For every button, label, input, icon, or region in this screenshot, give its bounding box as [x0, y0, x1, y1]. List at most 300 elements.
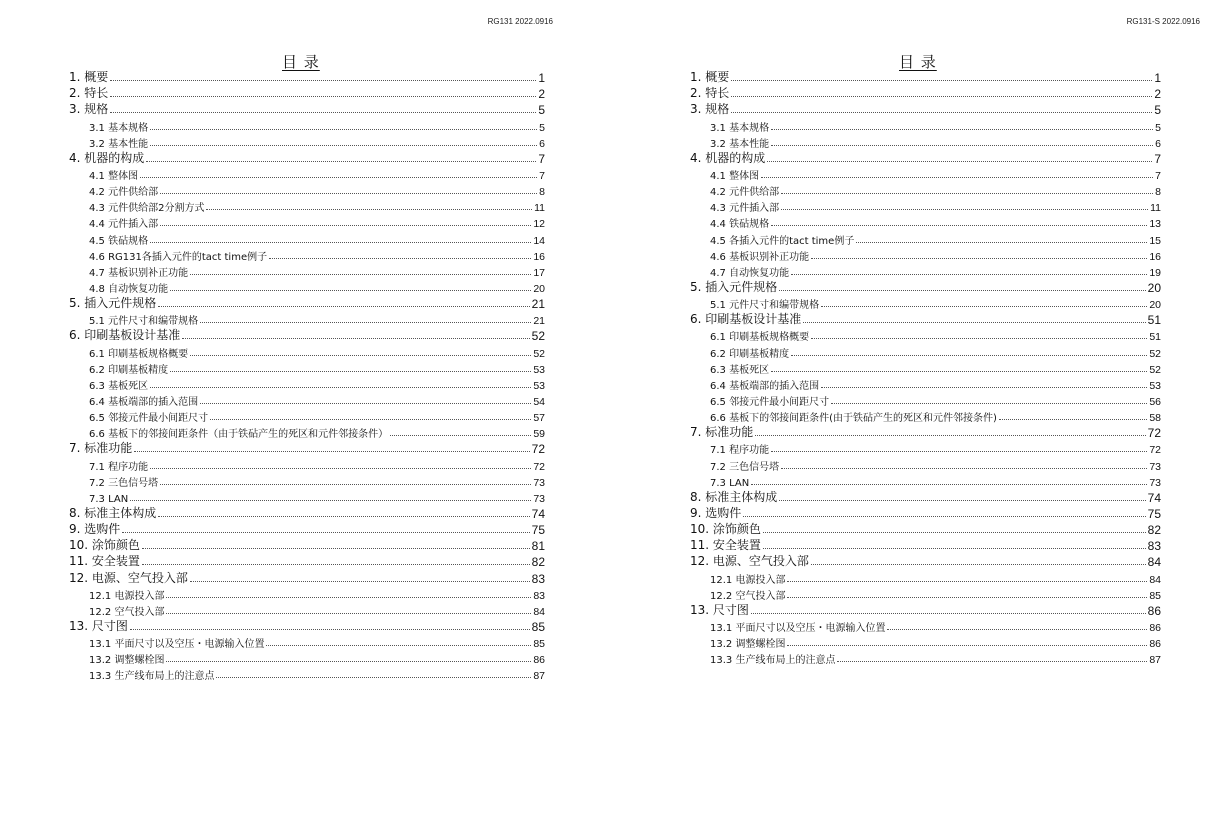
- toc-entry[interactable]: [69, 343, 545, 359]
- toc-leader-dots: [166, 661, 531, 662]
- toc-leader-dots: [170, 371, 531, 372]
- toc-entry-label: 4.1 整体图: [89, 170, 139, 182]
- toc-entry[interactable]: [69, 230, 545, 246]
- toc-leader-dots: [150, 129, 537, 130]
- toc-entry[interactable]: [690, 85, 1161, 101]
- toc-leader-dots: [110, 80, 536, 81]
- toc-entry-page: 5: [1154, 103, 1161, 118]
- toc-entry[interactable]: [69, 392, 545, 408]
- toc-leader-dots: [887, 629, 1147, 630]
- toc-entry[interactable]: [690, 650, 1161, 666]
- toc-leader-dots: [821, 387, 1147, 388]
- toc-entry[interactable]: [690, 473, 1161, 489]
- toc-entry[interactable]: [690, 360, 1161, 376]
- toc-leader-dots: [771, 371, 1147, 372]
- toc-entry-page: 74: [1147, 490, 1161, 505]
- toc-leader-dots: [166, 597, 531, 598]
- toc-entry-page: 72: [531, 442, 545, 457]
- toc-entry-page: 20: [1147, 280, 1161, 295]
- toc-entry[interactable]: [69, 150, 545, 166]
- toc-leader-dots: [856, 242, 1147, 243]
- toc-entry[interactable]: [690, 117, 1161, 133]
- toc-entry[interactable]: [690, 247, 1161, 263]
- toc-entry-page: 83: [531, 571, 545, 586]
- toc-leader-dots: [160, 193, 537, 194]
- toc-entry-page: 7: [1155, 169, 1161, 182]
- toc-leader-dots: [390, 435, 531, 436]
- toc-leader-dots: [755, 435, 1145, 436]
- toc-entry-page: 1: [1154, 71, 1161, 86]
- toc-entry[interactable]: [69, 166, 545, 182]
- toc-entry[interactable]: [690, 618, 1161, 634]
- toc-entry-page: 51: [1147, 313, 1161, 328]
- toc-entry[interactable]: [690, 537, 1161, 553]
- toc-leader-dots: [811, 564, 1146, 565]
- toc-leader-dots: [210, 419, 531, 420]
- toc-entry-label: 5.1 元件尺寸和编带规格: [89, 316, 199, 328]
- toc-entry-label: 2. 特长: [69, 86, 109, 101]
- toc-entry-page: 7: [538, 151, 545, 166]
- toc-leader-dots: [158, 516, 529, 517]
- toc-entry-page: 81: [531, 539, 545, 554]
- toc-entry[interactable]: [690, 198, 1161, 214]
- toc-entry[interactable]: [690, 69, 1161, 85]
- toc-entry-label: 7.1 程序功能: [710, 445, 770, 457]
- toc-entry-page: 72: [1147, 426, 1161, 441]
- toc-entry-label: 4.4 元件插入部: [89, 219, 159, 231]
- toc-leader-dots: [763, 548, 1146, 549]
- toc-entry-label: 13. 尺寸图: [69, 618, 128, 633]
- toc-entry[interactable]: [690, 343, 1161, 359]
- toc-entry[interactable]: [690, 521, 1161, 537]
- toc-entry-page: 8: [539, 186, 545, 199]
- toc-entry-label: 13.3 生产线布局上的注意点: [89, 671, 215, 683]
- toc-leader-dots: [206, 209, 532, 210]
- toc-entry[interactable]: [69, 182, 545, 198]
- toc-entry-label: 1. 概要: [690, 70, 730, 85]
- toc-entry-page: 53: [533, 379, 545, 392]
- toc-entry-page: 84: [1147, 555, 1161, 570]
- toc-entry-label: 13.2 调整螺栓图: [89, 655, 165, 667]
- toc-entry[interactable]: [690, 263, 1161, 279]
- toc-entry-page: 72: [533, 460, 545, 473]
- toc-leader-dots: [763, 532, 1146, 533]
- toc-entry[interactable]: [69, 408, 545, 424]
- toc-entry-label: 4.8 自动恢复功能: [89, 283, 169, 295]
- toc-entry-page: 73: [1149, 460, 1161, 473]
- toc-entry-page: 82: [1147, 523, 1161, 538]
- toc-entry-label: 10. 涂饰颜色: [690, 522, 761, 537]
- toc-entry[interactable]: [690, 295, 1161, 311]
- toc-entry-label: 10. 涂饰颜色: [69, 538, 140, 553]
- toc-entry-page: 20: [1149, 299, 1161, 312]
- toc-entry-page: 84: [533, 605, 545, 618]
- toc-entry[interactable]: [69, 214, 545, 230]
- toc-leader-dots: [190, 274, 531, 275]
- toc-leader-dots: [779, 290, 1145, 291]
- toc-leader-dots: [771, 129, 1153, 130]
- toc-entry[interactable]: [69, 586, 545, 602]
- toc-entry-page: 87: [1149, 654, 1161, 667]
- toc-entry-label: 6.3 基板死区: [710, 364, 770, 376]
- toc-entry-label: 11. 安全装置: [69, 554, 140, 569]
- toc-entry-label: 3. 规格: [69, 102, 109, 117]
- toc-entry[interactable]: [690, 602, 1161, 618]
- toc-entry-label: 8. 标准主体构成: [69, 505, 157, 520]
- toc-entry-page: 85: [531, 619, 545, 634]
- toc-entry-label: 7.2 三色信号塔: [89, 477, 159, 489]
- toc-entry-label: 3.1 基本规格: [89, 122, 149, 134]
- toc-leader-dots: [811, 338, 1147, 339]
- toc-entry-label: 6.4 基板端部的插入范围: [710, 380, 820, 392]
- toc-entry-page: 52: [1149, 347, 1161, 360]
- toc-entry-label: 5.1 元件尺寸和编带规格: [710, 300, 820, 312]
- toc-entry-label: 13.1 平面尺寸以及空压・电源输入位置: [89, 639, 265, 651]
- toc-entry-page: 82: [531, 555, 545, 570]
- toc-leader-dots: [190, 581, 530, 582]
- toc-entry-page: 52: [1149, 363, 1161, 376]
- toc-entry[interactable]: [690, 101, 1161, 117]
- toc-entry[interactable]: [690, 424, 1161, 440]
- toc-entry-label: 3.1 基本规格: [710, 122, 770, 134]
- toc-entry-page: 54: [533, 395, 545, 408]
- toc-entry-label: 7.3 LAN: [710, 477, 750, 489]
- toc-entry-label: 4.6 RG131各插入元件的tact time例子: [89, 251, 268, 263]
- toc-leader-dots: [803, 322, 1145, 323]
- toc-entry-label: 4.2 元件供给部: [89, 187, 159, 199]
- toc-entry-label: 12.2 空气投入部: [710, 590, 786, 602]
- toc-leader-dots: [837, 661, 1147, 662]
- toc-leader-dots: [751, 484, 1147, 485]
- toc-entry-label: 7.1 程序功能: [89, 461, 149, 473]
- toc-entry[interactable]: [69, 569, 545, 585]
- toc-entry[interactable]: [690, 150, 1161, 166]
- toc-entry[interactable]: [69, 618, 545, 634]
- toc-entry[interactable]: [690, 586, 1161, 602]
- toc-entry-label: 12. 电源、空气投入部: [690, 554, 809, 569]
- toc-leader-dots: [781, 193, 1153, 194]
- toc-entry-page: 7: [1154, 151, 1161, 166]
- toc-entry[interactable]: [690, 440, 1161, 456]
- toc-leader-dots: [110, 112, 536, 113]
- toc-entry-label: 4. 机器的构成: [690, 150, 766, 165]
- toc-entry-label: 4.1 整体图: [710, 170, 760, 182]
- toc-leader-dots: [266, 645, 531, 646]
- toc-entry-label: 13. 尺寸图: [690, 602, 749, 617]
- toc-entry-label: 4.7 自动恢复功能: [710, 267, 790, 279]
- toc-entry-label: 4. 机器的构成: [69, 150, 145, 165]
- toc-leader-dots: [150, 387, 531, 388]
- toc-leader-dots: [269, 258, 531, 259]
- toc-entry-page: 14: [533, 234, 545, 247]
- toc-entry[interactable]: [69, 537, 545, 553]
- toc-leader-dots: [160, 225, 531, 226]
- toc-entry[interactable]: [69, 247, 545, 263]
- toc-entry-page: 86: [1147, 603, 1161, 618]
- toc-entry-page: 21: [531, 297, 545, 312]
- toc-leader-dots: [731, 112, 1152, 113]
- toc-entry-label: 6. 印刷基板设计基准: [690, 312, 802, 327]
- toc-entry-page: 16: [533, 250, 545, 263]
- toc-leader-dots: [150, 468, 531, 469]
- toc-entry-page: 84: [1149, 573, 1161, 586]
- toc-leader-dots: [791, 274, 1147, 275]
- toc-entry-page: 59: [533, 428, 545, 441]
- toc-entry-label: 4.6 基板识别补正功能: [710, 251, 810, 263]
- toc-entry[interactable]: [69, 650, 545, 666]
- toc-leader-dots: [140, 177, 537, 178]
- toc-entry-page: 73: [533, 476, 545, 489]
- toc-entry-page: 7: [539, 169, 545, 182]
- toc-entry-label: 4.3 元件供给部2分割方式: [89, 203, 205, 215]
- toc-leader-dots: [743, 516, 1145, 517]
- toc-entry-page: 74: [531, 506, 545, 521]
- toc-entry-label: 7.3 LAN: [89, 493, 129, 505]
- toc-entry-page: 2: [538, 87, 545, 102]
- toc-entry-page: 2: [1154, 87, 1161, 102]
- toc-entry[interactable]: [69, 602, 545, 618]
- toc-entry-page: 13: [1149, 218, 1161, 231]
- toc-leader-dots: [999, 419, 1147, 420]
- toc-entry-page: 21: [533, 315, 545, 328]
- toc-entry-page: 8: [1155, 186, 1161, 199]
- toc-entry-page: 12: [533, 218, 545, 231]
- toc-entry[interactable]: [690, 456, 1161, 472]
- toc-entry[interactable]: [690, 182, 1161, 198]
- toc-entry-label: 8. 标准主体构成: [690, 489, 778, 504]
- toc-entry-label: 6.6 基板下的邻接间距条件（由于铁砧产生的死区和元件邻接条件）: [89, 429, 389, 441]
- toc-entry-label: 6.6 基板下的邻接间距条件(由于铁砧产生的死区和元件邻接条件): [710, 413, 997, 425]
- toc-entry[interactable]: [690, 230, 1161, 246]
- toc-entry-label: 4.3 元件插入部: [710, 203, 780, 215]
- toc-entry-label: 6. 印刷基板设计基准: [69, 328, 181, 343]
- toc-entry[interactable]: [690, 408, 1161, 424]
- toc-leader-dots: [200, 403, 531, 404]
- toc-entry[interactable]: [690, 376, 1161, 392]
- toc-entry-label: 9. 选购件: [69, 522, 121, 537]
- page-header: RG131-S 2022.0916: [1126, 17, 1200, 26]
- toc-entry-page: 85: [533, 638, 545, 651]
- toc-entry-page: 53: [533, 363, 545, 376]
- toc-entry-label: 13.3 生产线布局上的注意点: [710, 655, 836, 667]
- toc-entry-label: 6.5 邻接元件最小间距尺寸: [89, 413, 209, 425]
- toc-entry[interactable]: [690, 553, 1161, 569]
- toc-entry-page: 85: [1149, 589, 1161, 602]
- toc-entry-page: 16: [1149, 250, 1161, 263]
- toc-leader-dots: [142, 548, 530, 549]
- toc-entry-page: 86: [533, 654, 545, 667]
- toc-entry-page: 56: [1149, 395, 1161, 408]
- toc-leader-dots: [130, 629, 530, 630]
- toc-entry[interactable]: [69, 521, 545, 537]
- toc-entry-label: 5. 插入元件规格: [690, 279, 778, 294]
- toc-entry[interactable]: [690, 166, 1161, 182]
- toc-entry[interactable]: [690, 327, 1161, 343]
- toc-entry-label: 4.5 铁砧规格: [89, 235, 149, 247]
- toc-entry-page: 52: [533, 347, 545, 360]
- toc-leader-dots: [767, 161, 1152, 162]
- toc-leader-dots: [146, 161, 536, 162]
- toc-entry-label: 6.4 基板端部的插入范围: [89, 396, 199, 408]
- toc-leader-dots: [166, 613, 531, 614]
- toc-entry[interactable]: [69, 376, 545, 392]
- toc-entry[interactable]: [69, 311, 545, 327]
- toc-entry[interactable]: [69, 85, 545, 101]
- toc-entry-label: 4.4 铁砧规格: [710, 219, 770, 231]
- table-of-contents: [69, 69, 545, 682]
- toc-leader-dots: [821, 306, 1147, 307]
- page-header: RG131 2022.0916: [487, 17, 553, 26]
- toc-entry[interactable]: [690, 392, 1161, 408]
- toc-leader-dots: [751, 613, 1146, 614]
- toc-entry-label: 13.1 平面尺寸以及空压・电源输入位置: [710, 622, 886, 634]
- toc-title: 目 录: [899, 53, 937, 71]
- toc-leader-dots: [134, 451, 529, 452]
- toc-entry-label: 6.3 基板死区: [89, 380, 149, 392]
- toc-entry-page: 17: [533, 266, 545, 279]
- toc-entry-page: 58: [1149, 412, 1161, 425]
- toc-entry-page: 20: [533, 282, 545, 295]
- toc-leader-dots: [771, 145, 1153, 146]
- toc-leader-dots: [787, 597, 1147, 598]
- toc-leader-dots: [182, 338, 529, 339]
- toc-leader-dots: [160, 484, 531, 485]
- toc-leader-dots: [811, 258, 1147, 259]
- toc-leader-dots: [771, 225, 1147, 226]
- toc-entry-page: 5: [1155, 121, 1161, 134]
- toc-entry[interactable]: [69, 424, 545, 440]
- toc-leader-dots: [787, 581, 1147, 582]
- toc-entry-label: 6.1 印刷基板规格概要: [89, 348, 189, 360]
- toc-entry-page: 5: [538, 103, 545, 118]
- toc-entry-page: 6: [539, 137, 545, 150]
- table-of-contents: [690, 69, 1161, 666]
- toc-entry-label: 12.2 空气投入部: [89, 606, 165, 618]
- toc-leader-dots: [771, 451, 1147, 452]
- toc-entry-label: 4.5 各插入元件的tact time例子: [710, 235, 855, 247]
- toc-entry[interactable]: [69, 295, 545, 311]
- toc-entry-label: 6.2 印刷基板精度: [89, 364, 169, 376]
- toc-entry-page: 11: [534, 202, 545, 215]
- toc-leader-dots: [216, 677, 531, 678]
- toc-entry-label: 7. 标准功能: [69, 441, 133, 456]
- toc-entry-label: 12.1 电源投入部: [89, 590, 165, 602]
- toc-entry[interactable]: [69, 117, 545, 133]
- toc-leader-dots: [791, 355, 1147, 356]
- toc-entry-label: 2. 特长: [690, 86, 730, 101]
- toc-entry-label: 1. 概要: [69, 70, 109, 85]
- toc-entry-label: 6.2 印刷基板精度: [710, 348, 790, 360]
- toc-entry[interactable]: [690, 279, 1161, 295]
- toc-entry[interactable]: [69, 456, 545, 472]
- toc-entry-label: 7. 标准功能: [690, 425, 754, 440]
- toc-entry-label: 3.2 基本性能: [710, 138, 770, 150]
- toc-entry[interactable]: [690, 214, 1161, 230]
- toc-entry-page: 53: [1149, 379, 1161, 392]
- toc-entry-page: 73: [533, 492, 545, 505]
- toc-leader-dots: [110, 96, 536, 97]
- toc-entry[interactable]: [690, 489, 1161, 505]
- toc-leader-dots: [190, 355, 531, 356]
- toc-leader-dots: [200, 322, 531, 323]
- toc-entry[interactable]: [69, 69, 545, 85]
- toc-entry-page: 75: [1147, 506, 1161, 521]
- toc-entry-label: 4.7 基板识别补正功能: [89, 267, 189, 279]
- toc-entry-label: 13.2 调整螺栓图: [710, 639, 786, 651]
- toc-entry[interactable]: [690, 134, 1161, 150]
- toc-entry-page: 73: [1149, 476, 1161, 489]
- toc-entry[interactable]: [69, 666, 545, 682]
- toc-entry-page: 15: [1149, 234, 1161, 247]
- right-page: [605, 0, 1210, 832]
- toc-leader-dots: [731, 96, 1152, 97]
- toc-entry[interactable]: [69, 101, 545, 117]
- toc-entry-page: 1: [538, 71, 545, 86]
- toc-entry[interactable]: [69, 198, 545, 214]
- toc-leader-dots: [787, 645, 1147, 646]
- toc-entry-label: 12. 电源、空气投入部: [69, 570, 188, 585]
- toc-entry-label: 11. 安全装置: [690, 538, 761, 553]
- toc-entry-page: 83: [533, 589, 545, 602]
- toc-entry-page: 52: [531, 329, 545, 344]
- toc-leader-dots: [781, 209, 1148, 210]
- toc-leader-dots: [761, 177, 1153, 178]
- toc-leader-dots: [779, 500, 1145, 501]
- toc-entry-page: 72: [1149, 444, 1161, 457]
- toc-entry[interactable]: [69, 440, 545, 456]
- toc-entry-label: 5. 插入元件规格: [69, 296, 157, 311]
- toc-entry-label: 4.2 元件供给部: [710, 187, 780, 199]
- toc-entry[interactable]: [69, 360, 545, 376]
- toc-entry[interactable]: [69, 327, 545, 343]
- toc-leader-dots: [170, 290, 531, 291]
- toc-entry-label: 12.1 电源投入部: [710, 574, 786, 586]
- toc-entry-label: 3. 规格: [690, 102, 730, 117]
- toc-entry[interactable]: [69, 634, 545, 650]
- toc-entry[interactable]: [690, 569, 1161, 585]
- toc-leader-dots: [781, 468, 1147, 469]
- toc-entry[interactable]: [69, 489, 545, 505]
- toc-entry-label: 7.2 三色信号塔: [710, 461, 780, 473]
- toc-entry[interactable]: [69, 134, 545, 150]
- toc-entry[interactable]: [690, 505, 1161, 521]
- toc-entry-page: 86: [1149, 621, 1161, 634]
- toc-entry-page: 5: [539, 121, 545, 134]
- toc-entry-page: 57: [533, 412, 545, 425]
- toc-entry[interactable]: [690, 634, 1161, 650]
- toc-entry-page: 86: [1149, 638, 1161, 651]
- toc-entry[interactable]: [69, 473, 545, 489]
- toc-entry-page: 87: [533, 670, 545, 683]
- toc-entry[interactable]: [69, 263, 545, 279]
- toc-entry-page: 11: [1150, 202, 1161, 215]
- toc-title: 目 录: [282, 53, 320, 71]
- toc-leader-dots: [158, 306, 529, 307]
- toc-entry[interactable]: [69, 279, 545, 295]
- toc-leader-dots: [130, 500, 531, 501]
- toc-entry-page: 6: [1155, 137, 1161, 150]
- toc-entry-page: 75: [531, 523, 545, 538]
- toc-leader-dots: [150, 242, 531, 243]
- toc-leader-dots: [142, 564, 530, 565]
- toc-entry[interactable]: [690, 311, 1161, 327]
- toc-leader-dots: [731, 80, 1152, 81]
- toc-entry-page: 51: [1149, 331, 1161, 344]
- toc-entry-label: 3.2 基本性能: [89, 138, 149, 150]
- toc-entry-label: 6.5 邻接元件最小间距尺寸: [710, 396, 830, 408]
- toc-entry[interactable]: [69, 553, 545, 569]
- toc-entry[interactable]: [69, 505, 545, 521]
